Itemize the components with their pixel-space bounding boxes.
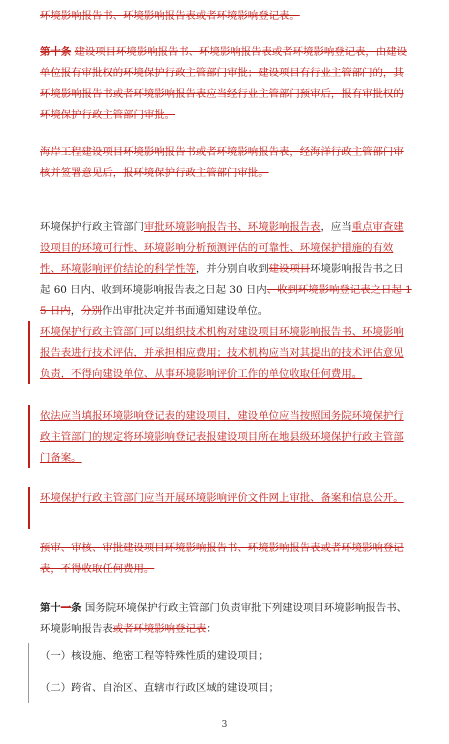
text-run: 预审、审核、审批建设项目环境影响报告书、环境影响报告表或者环境影响登记表，不得收取任何费用。 bbox=[40, 542, 404, 575]
paragraph-marine-project-deleted bbox=[40, 142, 412, 184]
paragraph-fees-deleted bbox=[40, 538, 412, 580]
paragraph-article-11 bbox=[40, 598, 412, 640]
text-run: 分别 bbox=[81, 305, 102, 317]
paragraph-article-10-deleted bbox=[40, 42, 412, 126]
text-run: 依法应当填报环境影响登记表的建设项目，建设单位应当按照国务院环境保护行政主管部门的规定将环境影响登记表报建设项目所在地县级环境保护行政主管部门备案。 bbox=[40, 410, 404, 464]
text-run: 条 bbox=[71, 602, 82, 614]
text-run: （二）跨省、自治区、直辖市行政区域的建设项目； bbox=[40, 682, 279, 694]
text-run: 国务院环境保护行政主管部门负责审批下列建设项目环境影响报告书、环境影响报告表 bbox=[40, 602, 407, 635]
revision-bar bbox=[28, 487, 30, 529]
text-run: 第十条 bbox=[40, 46, 72, 58]
text-run: 审批环境影响报告书、环境影响报告表 bbox=[143, 221, 321, 233]
list-item-1 bbox=[40, 646, 412, 667]
text-run: 建设项目环境影响报告书、环境影响报告表或者环境影响登记表，由建设单位报有审批权的环境保护行政主管部门审批；建设项目有行业主管部门的，其环境影响报告书或者环境影响报告表应当经行业主管部门预审后，报有审批权的环境保护行政主管部门审批。 bbox=[40, 46, 407, 121]
paragraph-registration-filing bbox=[40, 406, 412, 469]
paragraph-technical-evaluation bbox=[40, 322, 412, 385]
text-run: 建设项目 bbox=[268, 263, 311, 275]
list-item-2 bbox=[40, 678, 412, 699]
text-run: ： bbox=[206, 623, 217, 635]
text-run: 作出审批决定并书面通知建设单位。 bbox=[101, 305, 269, 317]
text-run: 、收到环境影响登记表之日起 15 日内 bbox=[40, 284, 412, 317]
text-run: 环境影响报告书、环境影响报告表或者环境影响登记表。 bbox=[40, 10, 300, 22]
text-run: ，并分别自收到 bbox=[195, 263, 269, 275]
text-run: 或者环境影响登记表 bbox=[112, 623, 207, 635]
text-run: 环境保护行政主管部门应当开展环境影响评价文件网上审批、备案和信息公开。 bbox=[40, 492, 404, 504]
text-run: 第十 bbox=[40, 602, 61, 614]
revision-bar bbox=[28, 405, 30, 468]
paragraph-online-approval bbox=[40, 488, 412, 509]
text-run: ，应当 bbox=[320, 221, 352, 233]
text-run: 环境保护行政主管部门 bbox=[40, 221, 144, 233]
text-run: 重点审查建设项目的环境可行性、环境影响分析预测评估的可靠性、环境保护措施的有效性、环境影响评价结论的科学性等 bbox=[40, 221, 404, 275]
revision-bar bbox=[28, 321, 30, 384]
paragraph-deleted-heading-tail bbox=[40, 6, 412, 27]
text-run: （一）核设施、绝密工程等特殊性质的建设项目； bbox=[40, 650, 269, 662]
text-run: 海岸工程建设项目环境影响报告书或者环境影响报告表，经海洋行政主管部门审核并签署意见后，报环境保护行政主管部门审批。 bbox=[40, 146, 404, 179]
margin-line bbox=[28, 643, 29, 703]
page-number: 3 bbox=[221, 720, 228, 730]
text-run: ， bbox=[70, 305, 82, 317]
paragraph-approval-timeline bbox=[40, 217, 412, 322]
text-run: 环境影响报告书之日起 60 日内、收到环境影响报告表之日起 30 日内 bbox=[40, 263, 404, 296]
text-run: 一 bbox=[60, 602, 72, 614]
text-run: 环境保护行政主管部门可以组织技术机构对建设项目环境影响报告书、环境影响报告表进行技术评估，并承担相应费用；技术机构应当对其提出的技术评估意见负责，不得向建设单位、从事环境影响评价工作的单位收取任何费用。 bbox=[40, 326, 404, 380]
